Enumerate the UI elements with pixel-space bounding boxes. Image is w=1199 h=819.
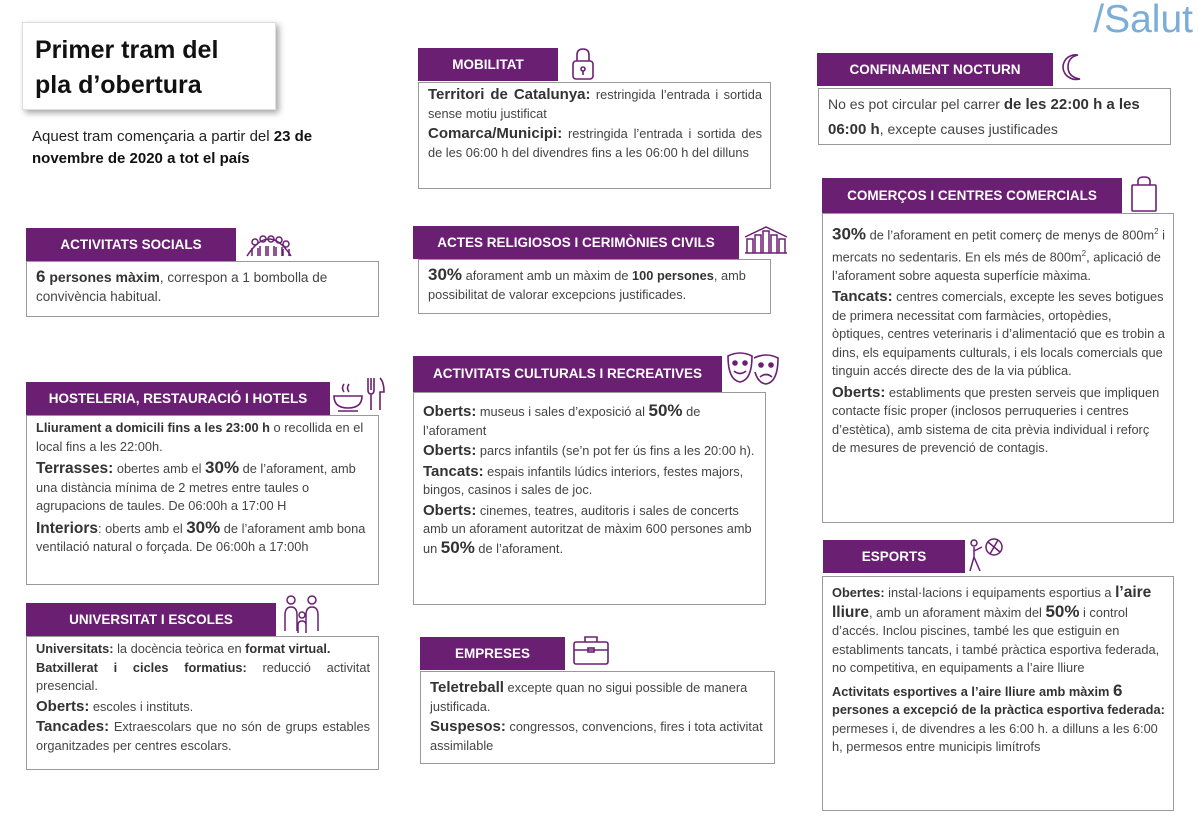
universitats-label: Universitats: — [36, 641, 114, 656]
comercos-tancats-label: Tancats: — [832, 288, 893, 306]
header-activitats-socials: ACTIVITATS SOCIALS — [26, 228, 236, 261]
header-culturals: ACTIVITATS CULTURALS I RECREATIVES — [413, 356, 722, 392]
comercos-text-a: de l’aforament en petit comerç de menys de 800m — [866, 227, 1155, 243]
cinemes-text-b: de l’aforament. — [474, 540, 564, 556]
header-mobilitat: MOBILITAT — [418, 48, 558, 81]
comarca-label: Comarca/Municipi: — [428, 125, 563, 142]
actes-pct: 30% — [428, 265, 463, 284]
interiors-text-b: de l’aforament amb bona ventilació natural o forçada. De 06:00h a 17:00h — [36, 520, 366, 554]
header-actes: ACTES RELIGIOSOS I CERIMÒNIES CIVILS — [413, 226, 739, 259]
social-max-label: persones màxim — [45, 269, 160, 285]
territori-text: restringida l’entrada i sortida sense motiu justificat — [428, 87, 763, 121]
padlock-icon — [571, 47, 595, 81]
cinemes-text-a: cinemes, teatres, auditoris i sales de concerts amb un aforament autoritzat de màxim 600 persones amb un — [423, 502, 752, 556]
escoles-oberts-text: escoles i instituts. — [89, 698, 194, 714]
comercos-text-b: i mercats no sedentaris. En els més de 800m — [832, 227, 1165, 265]
tancades-text: Extraescolars que no són de grups estables organitzades per centres escolars. — [36, 719, 370, 753]
esports-max-number: 6 — [1112, 680, 1123, 700]
box-culturals — [413, 392, 766, 605]
museus-label: Oberts: — [423, 403, 477, 420]
moon-icon — [1060, 52, 1090, 82]
esports-obertes-label: Obertes: — [832, 585, 885, 600]
comercos-oberts-label: Oberts: — [832, 383, 886, 401]
box-confinament — [818, 88, 1171, 145]
interiors-label: Interiors — [36, 519, 99, 537]
box-hosteleria — [26, 415, 379, 585]
teletreball-text: excepte quan no sigui possible de manera justificada. — [430, 680, 748, 714]
esports-activitats-label-b: persones a excepció de la pràctica esportiva federada: — [832, 702, 1165, 717]
header-comercos: COMERÇOS I CENTRES COMERCIALS — [822, 178, 1122, 213]
territori-label: Territori de Catalunya: — [428, 86, 591, 103]
hosteleria-delivery: Lliurament a domicili fins a les 23:00 h — [36, 420, 270, 435]
confinament-hours: de les 22:00 h a les 06:00 h — [828, 96, 1140, 138]
actes-text-b: , amb possibilitat de valorar excepcions justificades. — [428, 268, 746, 302]
title-box — [22, 22, 276, 110]
hosteleria-delivery-rest: o recollida en el local fins a les 22:00h. — [36, 420, 364, 454]
esports-activitats-text: permeses i, de divendres a les 6:00 h. a dilluns a les 6:00 h, permesos entre municipis limítrofs — [832, 720, 1158, 754]
shopping-bag-icon — [1130, 175, 1158, 213]
comercos-pct: 30% — [832, 224, 867, 244]
comercos-tancats-text: centres comercials, excepte les seves botigues de primera necessitat com farmàcies, ortopèdies, òptiques, centres veterinaris i d’alimentació que es trobin a dins, els equipaments culturals, i els locals comercials que tinguin accés directe des de la via pública. — [832, 289, 1165, 379]
batxillerat-text: reducció activitat presencial. — [36, 659, 370, 693]
esports-aire-lliure: l’aire lliure — [832, 584, 1152, 621]
terrasses-pct: 30% — [205, 458, 240, 477]
cinemes-pct: 50% — [440, 537, 475, 557]
actes-text-a: aforament amb un màxim de — [462, 268, 633, 283]
suspesos-text: congressos, convencions, fires i tota activitat assimilable — [430, 719, 763, 753]
suspesos-label: Suspesos: — [430, 718, 506, 735]
esports-text-a: instal·lacions i equipaments esportius a — [884, 585, 1116, 600]
page-title — [35, 33, 275, 103]
box-activitats-socials — [26, 261, 379, 317]
museus-pct: 50% — [648, 401, 683, 420]
header-esports: ESPORTS — [823, 540, 965, 573]
soup-cutlery-icon — [332, 374, 386, 414]
sports-icon — [968, 537, 1004, 575]
theater-masks-icon — [726, 350, 780, 386]
title-line-2: pla d’obertura — [35, 71, 202, 99]
terrasses-label: Terrasses: — [36, 460, 114, 477]
interiors-text-a: : oberts amb el — [98, 520, 187, 536]
universitats-text: la docència teòrica en — [113, 641, 246, 656]
comarca-text: restringida l’entrada i sortida des de les 06:00 h del divendres fins a les 06:00 h del dilluns — [428, 126, 762, 160]
terrasses-text-a: obertes amb el — [113, 461, 206, 476]
comercos-sup-2: 2 — [1081, 248, 1087, 258]
actes-max: 100 persones — [632, 268, 714, 283]
esports-text-b: , amb un aforament màxim del — [869, 604, 1046, 620]
briefcase-icon — [572, 634, 610, 666]
esports-pct: 50% — [1045, 601, 1080, 621]
tancats-cultura-text: espais infantils lúdics interiors, festes majors, bingos, casinos i sales de joc. — [423, 463, 744, 497]
box-empreses — [420, 671, 775, 764]
brand-logo: /Salut — [1093, 0, 1193, 41]
parcs-label: Oberts: — [423, 442, 477, 459]
universitats-bold: format virtual. — [245, 641, 331, 656]
box-mobilitat — [418, 82, 771, 189]
museus-text-b: de l’aforament — [423, 404, 701, 438]
tancades-label: Tancades: — [36, 718, 110, 735]
comercos-oberts-text: establiments que presten serveis que impliquen contacte físic proper (inclosos perruqueries i centres d’estètica), amb sistema de cita prèvia individual i reforç de mesures de prevenció de contagis. — [832, 384, 1160, 456]
interiors-pct: 30% — [186, 517, 221, 537]
box-comercos — [822, 213, 1174, 523]
esports-activitats-label: Activitats esportives a l’aire lliure amb màxim — [832, 683, 1113, 699]
temple-icon — [743, 225, 789, 255]
comercos-sup-1: 2 — [1154, 227, 1159, 236]
escoles-oberts-label: Oberts: — [36, 697, 90, 715]
title-line-1: Primer tram del — [35, 36, 219, 64]
header-hosteleria: HOSTELERIA, RESTAURACIÓ I HOTELS — [26, 382, 330, 415]
intro-date: 23 de novembre de 2020 a tot el país — [32, 128, 313, 167]
confinament-text-a: No es pot circular pel carrer — [828, 96, 1004, 112]
tancats-cultura-label: Tancats: — [423, 462, 484, 480]
intro-text — [32, 126, 352, 170]
box-actes — [418, 259, 771, 314]
box-esports — [822, 576, 1174, 811]
comercos-text-c: , aplicació de l’aforament sobre aquesta superfície màxima. — [832, 249, 1161, 283]
header-confinament: CONFINAMENT NOCTURN — [817, 53, 1053, 86]
confinament-text-b: , excepte causes justificades — [879, 121, 1058, 137]
box-universitat — [26, 636, 379, 770]
header-empreses: EMPRESES — [420, 637, 565, 670]
social-max-number: 6 — [36, 267, 46, 286]
people-group-icon — [243, 228, 295, 260]
family-icon — [280, 593, 324, 635]
terrasses-text-b: de l’aforament, amb una distància mínima de 2 metres entre taules o agrupacions de taules. De 06:00h a 17:00 H — [36, 461, 356, 513]
esports-text-c: i control d’accés. Inclou piscines, també les que estiguin en establiments tancats, i també pràctica esportiva federada, no competitiva, en equipaments a l’aire lliure — [832, 604, 1160, 675]
social-text: , correspon a 1 bombolla de convivència habitual. — [36, 270, 328, 304]
intro-pre: Aquest tram començaria a partir del — [32, 128, 274, 145]
museus-text-a: museus i sales d’exposició al — [476, 404, 649, 419]
header-universitat: UNIVERSITAT I ESCOLES — [26, 603, 276, 636]
parcs-text: parcs infantils (se’n pot fer ús fins a les 20:00 h). — [476, 443, 755, 458]
teletreball-label: Teletreball — [430, 679, 504, 696]
batxillerat-label: Batxillerat i cicles formatius: — [36, 659, 247, 675]
cinemes-label: Oberts: — [423, 501, 477, 519]
